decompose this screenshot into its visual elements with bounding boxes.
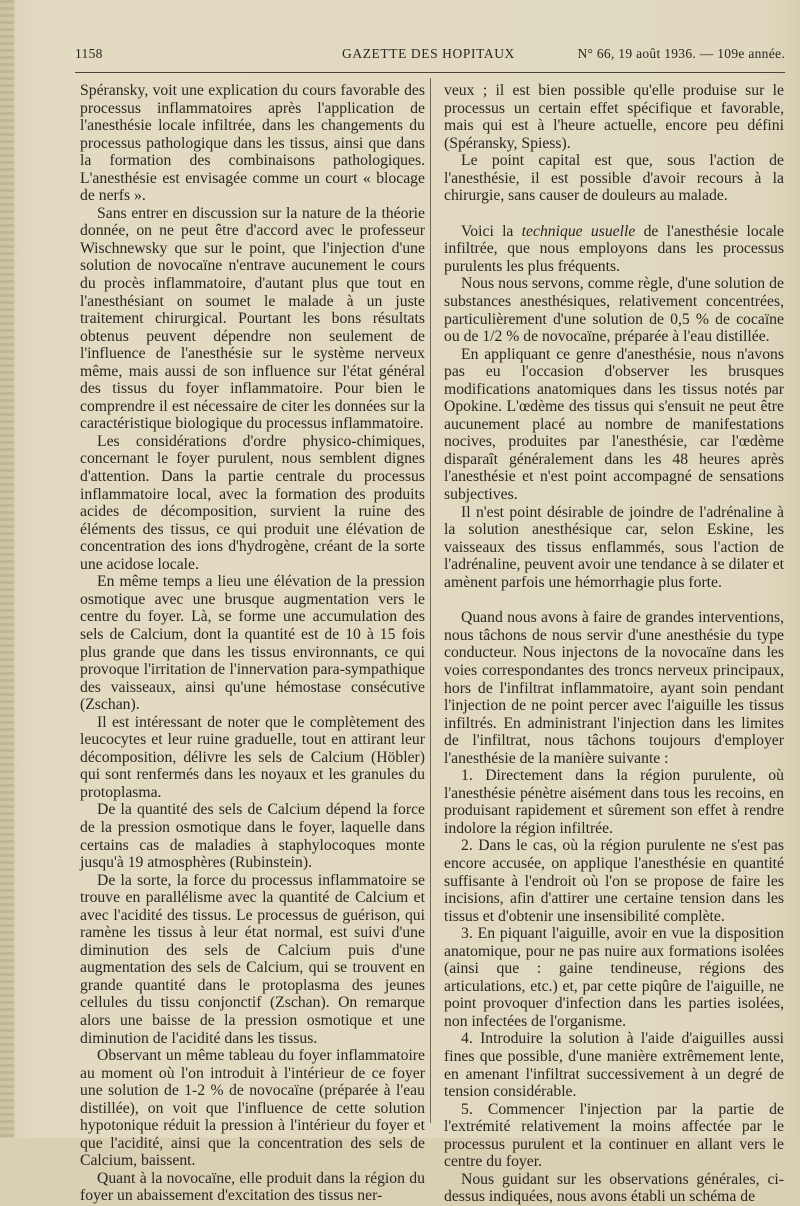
paragraph: En même temps a lieu une élévation de la pression osmotique avec une brusque augmentation vers le centre du foyer. Là, se forme une accumulation des sels de Calcium, dont la quantité est de 10 à 15 fois plus grande que dans les tissus environnants, ce qui provoque l'irritation de l'innervation para-sympathique des vaisseaux, ainsi qu'une hémostase consécutive (Zschan). [80,573,425,714]
paragraph: Quant à la novocaïne, elle produit dans la région du foyer un abaissement d'excitation des tissus ner- [80,1169,425,1205]
list-item: 3. En piquant l'aiguille, avoir en vue la disposition anatomique, pour ne pas nuire aux formations isolées (ainsi que : gaine tendineuse, régions des articulations, etc.) et, par cette piqûre de l'aiguille, ne point provoquer d'infection dans les parties isolées, non infectées de l'organisme. [444,925,784,1030]
list-item: 4. Introduire la solution à l'aide d'aiguilles aussi fines que possible, d'une manière extrêmement lente, en amenant l'infiltrat successivement à un degré de tension considérable. [444,1030,784,1101]
paragraph: En appliquant ce genre d'anesthésie, nous n'avons pas eu l'occasion d'observer les brusques modifications anatomiques dans les tissus notés par Opokine. L'œdème des tissus qui s'ensuit ne peut être aucunement placé au nombre de manifestations nocives, produites par l'anesthésie, car l'œdème disparaît généralement dans les 48 heures après l'anesthésie et n'est point accompagné de sensations subjectives. [444,345,784,504]
list-item: 2. Dans le cas, où la région purulente ne s'est pas encore accusée, on applique l'anesthésie en quantité suffisante à l'endroit où l'on se propose de faire les incisions, afin d'attirer une certaine tension dans les tissus et d'obtenir une insensibilité complète. [444,837,784,925]
left-column [80,82,425,1205]
journal-title: GAZETTE DES HOPITAUX [342,46,515,61]
paragraph: Il n'est point désirable de joindre de l'adrénaline à la solution anesthésique car, selon Eskine, les vaisseaux des tissus enflammés, sous l'action de l'adrénaline, peuvent avoir une tendance à se dilater et amènent parfois une hémorrhagie plus forte. [444,503,784,591]
right-column [444,82,784,1206]
emphasis: technique usuelle [521,222,636,240]
running-header [75,42,785,68]
paragraph: Nous nous servons, comme règle, d'une solution de substances anesthésiques, relativement concentrées, particulièrement d'une solution de 0,5 % de cocaïne ou de 1/2 % de novocaïne, préparée à l'eau distillée. [444,275,784,346]
paragraph: Observant un même tableau du foyer inflammatoire au moment où l'on introduit à l'intérieur de ce foyer une solution de 1-2 % de novocaïne (préparée à l'eau distillée), on voit que l'influence de cette solution hypotonique réduit la pression à l'intérieur du foyer et que l'acidité, ainsi que la concentration des sels de Calcium, baissent. [80,1047,425,1170]
list-item: 5. Commencer l'injection par la partie de l'extrémité relativement la moins affectée par le processus purulent et la continuer en allant vers le centre du foyer. [444,1100,784,1171]
issue-info: N° 66, 19 août 1936. — 109e année. [577,46,785,61]
paragraph-technique [444,223,784,276]
paragraph: Sans entrer en discussion sur la nature de la théorie donnée, on ne peut être d'accord avec le professeur Wischnewsky que sur le point, que l'injection d'une solution de novocaïne n'entrave aucunement le cours du procès inflammatoire, d'autant plus que tout en l'anesthésiant on soumet le malade à un juste traitement chirurgical. Pourtant les bons résultats obtenus peuvent dépendre non seulement de l'influence de l'anesthésie sur le système nerveux même, mais aussi de son influence sur l'état général des tissus du foyer inflammatoire. Pour bien le comprendre il est nécessaire de citer les données sur la caractéristique biologique du processus inflammatoire. [80,204,425,433]
column-divider [430,78,431,1123]
paragraph: veux ; il est bien possible qu'elle produise sur le processus un certain effet spécifique et favorable, mais qui est à l'heure actuelle, encore peu défini (Spéransky, Spiess). [444,82,784,152]
list-item: 1. Directement dans la région purulente, où l'anesthésie pénètre aisément dans tous les recoins, en produisant rapidement et sûrement son effet à rendre indolore la région infiltrée. [444,767,784,837]
page-number: 1158 [75,46,103,61]
paragraph: Spéransky, voit une explication du cours favorable des processus inflammatoires après l'application de l'anesthésie locale infiltrée, dans les changements du processus pathologique dans les tissus, ainsi que dans la formation des combinaisons pathologiques. L'anesthésie est envisagée comme un court « blocage de nerfs ». [80,82,425,205]
paragraph: Les considérations d'ordre physico-chimiques, concernant le foyer purulent, nous semblent dignes d'attention. Dans la partie centrale du processus inflammatoire local, avec la formation des produits acides de décomposition, survient la ruine des éléments des tissus, ce qui produit une élévation de concentration des ions d'hydrogène, créant de la sorte une acidose locale. [80,432,425,573]
header-rule [75,72,785,73]
paragraph: Nous guidant sur les observations générales, ci-dessus indiquées, nous avons établi un schéma de [444,1170,784,1206]
paragraph: De la quantité des sels de Calcium dépend la force de la pression osmotique dans le foyer, laquelle dans certains cas de maladies à staphylocoques monte jusqu'à 19 atmosphères (Rubinstein). [80,801,425,872]
page-binding-edge [0,0,14,1138]
text-run: Voici la [461,222,522,240]
paragraph: Le point capital est que, sous l'action de l'anesthésie, il est possible d'avoir recours à la chirurgie, sans causer de douleurs au malade. [444,152,784,205]
paragraph: De la sorte, la force du processus inflammatoire se trouve en parallélisme avec la quantité de Calcium et avec l'acidité des tissus. Le processus de guérison, qui ramène les tissus à leur état normal, est suivi d'une diminution des sels de Calcium puis d'une augmentation des sels de Calcium, qui se trouvent en grande quantité dans le protoplasma des jeunes cellules du tissu conjonctif (Zschan). On remarque alors une baisse de la pression osmotique et une diminution de l'acidité dans les tissus. [80,871,425,1047]
text-run: de l'anesthésie locale infiltrée, que nous employons dans les processus purulents les plus fréquents. [444,222,784,275]
paragraph: Il est intéressant de noter que le complètement des leucocytes et leur ruine graduelle, tout en attirant leur décomposition, délivre les sels de Calcium (Höbler) qui sont renfermés dans les noyaux et les granules du protoplasma. [80,713,425,801]
paragraph: Quand nous avons à faire de grandes interventions, nous tâchons de nous servir d'une anesthésie du type conducteur. Nous injectons de la novocaïne dans les voies correspondantes des troncs nerveux principaux, hors de l'infiltrat inflammatoire, ayant soin pendant l'injection de ne point percer avec l'aiguille les tissus infiltrés. En administrant l'injection dans les limites de l'infiltrat, nous tâchons toujours d'employer l'anesthésie de la manière suivante : [444,609,784,767]
